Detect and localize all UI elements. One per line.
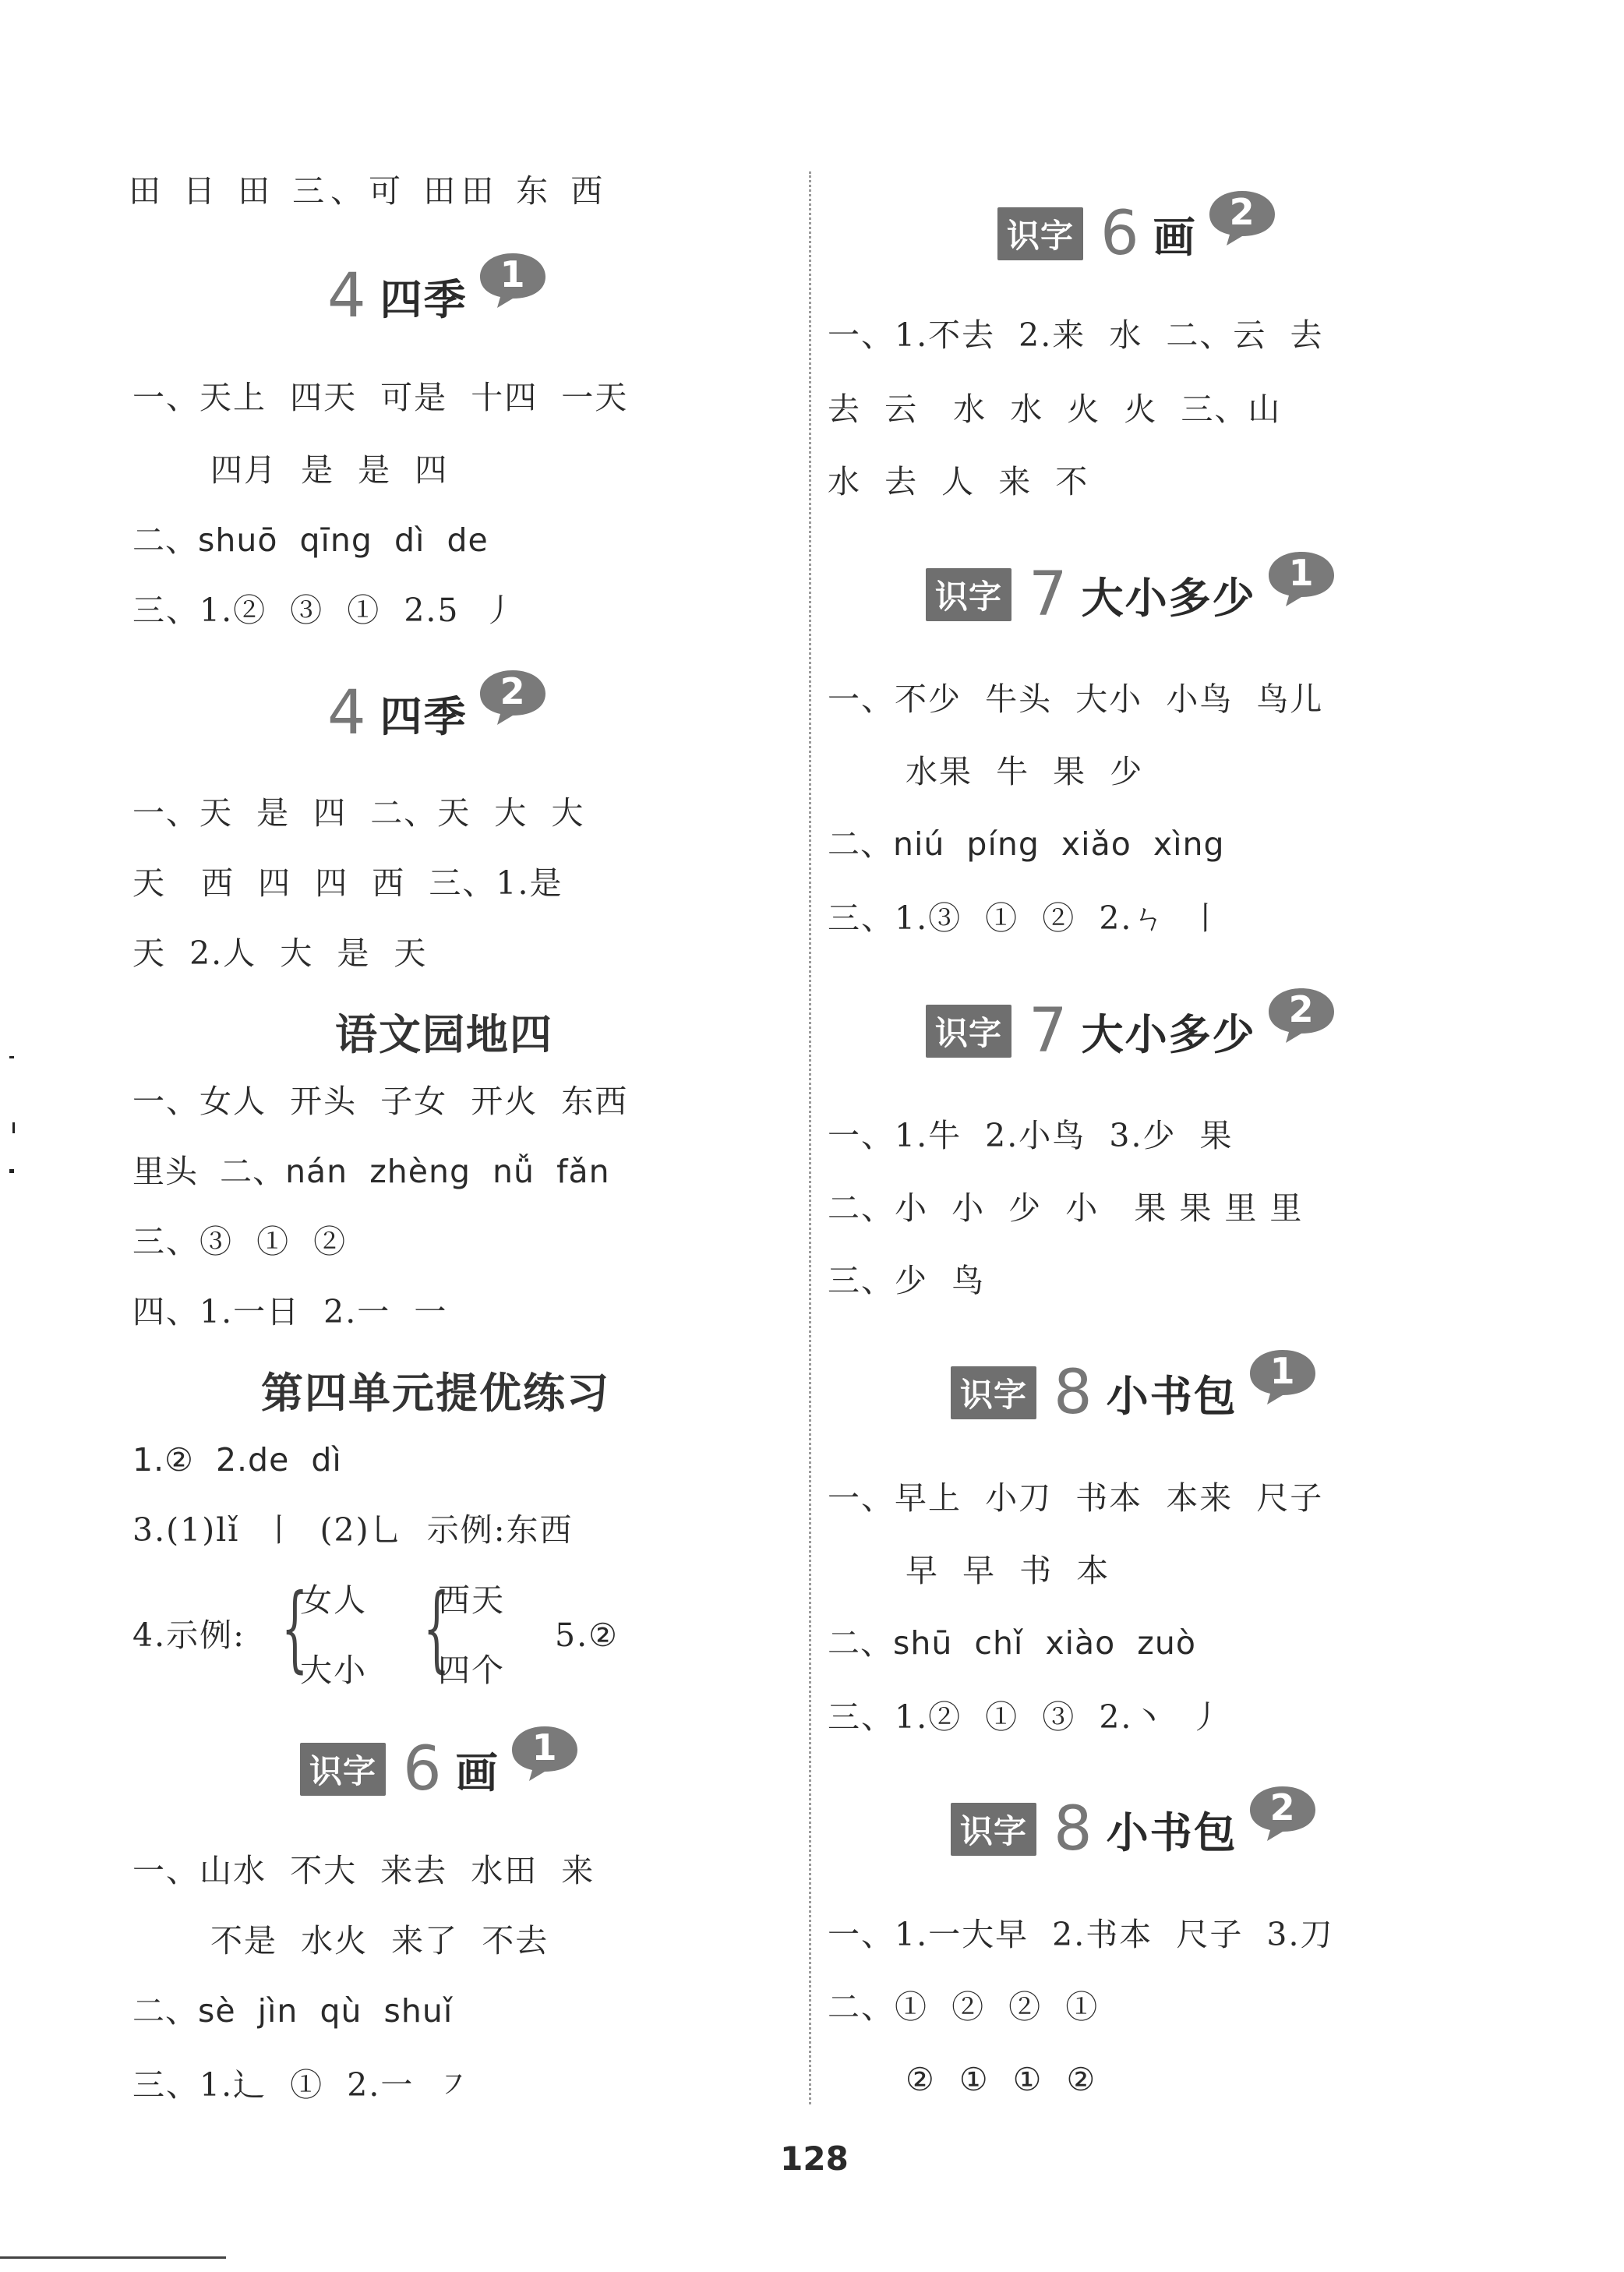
lesson-heading (926, 988, 1337, 1066)
lesson-name: 大小多少 (1081, 573, 1256, 623)
lesson-number: 8 (1054, 1794, 1093, 1864)
answer-line: 天 西 四 四 西 三、1.是 (132, 864, 563, 902)
shizi-tag: 识字 (951, 1803, 1036, 1856)
lesson-number: 7 (1029, 996, 1068, 1066)
answer-line: 天 2.人 大 是 天 (132, 935, 428, 972)
lesson-name: 四季 (380, 691, 468, 741)
answer-line: 一、女人 开头 子女 开火 东西 (132, 1083, 629, 1120)
brace-icon: { (422, 1574, 450, 1683)
answer-line: 5.② (555, 1617, 619, 1654)
answer-line: 3.(1)lǐ 丨 (2)乚 示例:东西 (132, 1511, 574, 1549)
answer-line: 1.② 2.de dì (132, 1441, 342, 1479)
answer-line: 水 去 人 来 不 (828, 463, 1089, 500)
part-badge: 1 (1266, 549, 1337, 608)
answer-line: 三、1.② ① ③ 2.丶 丿 (828, 1698, 1223, 1736)
shizi-tag: 识字 (951, 1366, 1036, 1419)
answer-line: 二、小 小 少 小 果 果 里 里 (828, 1189, 1304, 1227)
part-badge: 2 (1247, 1783, 1319, 1843)
answer-line: 一、天上 四天 可是 十四 一天 (132, 379, 629, 416)
shizi-tag: 识字 (997, 207, 1083, 260)
lesson-heading (951, 1786, 1319, 1864)
lesson-name: 画 (455, 1747, 500, 1797)
lesson-heading (997, 191, 1278, 269)
page-number: 128 (780, 2139, 849, 2178)
answer-line: 二、shuō qīng dì de (132, 521, 489, 559)
lesson-number: 7 (1029, 560, 1068, 630)
answer-line: 田 日 田 三、可 田田 东 西 (129, 172, 609, 210)
lesson-heading (327, 253, 549, 331)
answer-word: 四个 (438, 1652, 505, 1689)
answer-line: 四月 是 是 四 (210, 451, 449, 489)
answer-line: 一、天 是 四 二、天 大 大 (132, 794, 585, 832)
answer-line: ② ① ① ② (906, 2061, 1097, 2098)
lesson-number: 6 (1100, 199, 1139, 269)
lesson-name: 画 (1153, 212, 1197, 262)
answer-word: 西天 (438, 1581, 505, 1619)
answer-line: 一、1.一大早 2.书本 尺子 3.刀 (828, 1916, 1334, 1953)
answer-line: 四、1.一日 2.一 一 (132, 1293, 448, 1330)
answer-line: 一、1.牛 2.小鸟 3.少 果 (828, 1117, 1234, 1154)
answer-line: 早 早 书 本 (906, 1552, 1110, 1589)
lesson-name: 四季 (380, 274, 468, 324)
answer-line: 4.示例: (132, 1617, 245, 1654)
lesson-heading (951, 1350, 1319, 1428)
lesson-heading (327, 670, 549, 748)
lesson-name: 大小多少 (1081, 1009, 1256, 1059)
margin-mark (9, 1169, 14, 1173)
lesson-number: 8 (1054, 1358, 1093, 1428)
answer-line: 水果 牛 果 少 (906, 753, 1144, 790)
answer-line: 三、少 鸟 (828, 1262, 986, 1299)
answer-line: 一、早上 小刀 书本 本来 尺子 (828, 1479, 1324, 1517)
brace-icon: { (281, 1574, 309, 1683)
lesson-number: 4 (327, 678, 366, 748)
answer-word: 大小 (300, 1652, 367, 1689)
margin-mark (9, 1056, 14, 1058)
part-badge: 1 (1247, 1347, 1319, 1406)
part-badge: 1 (509, 1723, 581, 1783)
answer-line: 一、1.不去 2.来 水 二、云 去 (828, 316, 1324, 354)
part-badge: 2 (1266, 985, 1337, 1044)
answer-line: 三、1.② ③ ① 2.5 丿 (132, 592, 517, 629)
answer-line: 三、1.③ ① ② 2.ㄣ 丨 (828, 899, 1223, 937)
answer-line: 三、1.辶 ① 2.一 ㇇ (132, 2066, 471, 2104)
bottom-rule (0, 2256, 226, 2259)
section-title: 语文园地四 (335, 1010, 553, 1059)
lesson-heading (926, 552, 1337, 630)
answer-word: 女人 (300, 1581, 367, 1619)
lesson-name: 小书包 (1106, 1807, 1237, 1857)
shizi-tag: 识字 (926, 568, 1011, 621)
answer-line: 二、shū chǐ xiào zuò (828, 1624, 1196, 1662)
shizi-tag: 识字 (926, 1005, 1011, 1058)
part-badge: 2 (477, 667, 549, 726)
lesson-heading (300, 1726, 581, 1804)
answer-line: 不是 水火 来了 不去 (210, 1922, 549, 1959)
answer-line: 二、sè jìn qù shuǐ (132, 1992, 454, 2030)
lesson-number: 6 (403, 1734, 442, 1804)
margin-mark (12, 1122, 15, 1133)
answer-line: 里头 二、nán zhèng nǚ fǎn (132, 1153, 610, 1190)
section-title: 第四单元提优练习 (261, 1369, 610, 1418)
shizi-tag: 识字 (300, 1743, 386, 1796)
column-divider (809, 171, 811, 2104)
part-badge: 1 (477, 250, 549, 309)
lesson-name: 小书包 (1106, 1371, 1237, 1421)
answer-line: 一、不少 牛头 大小 小鸟 鸟儿 (828, 680, 1324, 718)
answer-line: 二、① ② ② ① (828, 1988, 1100, 2026)
answer-line: 三、③ ① ② (132, 1223, 348, 1260)
answer-line: 二、niú píng xiǎo xìng (828, 825, 1225, 863)
answer-line: 一、山水 不大 来去 水田 来 (132, 1852, 595, 1889)
answer-line: 去 云 水 水 火 火 三、山 (828, 390, 1282, 428)
part-badge: 2 (1206, 188, 1278, 247)
lesson-number: 4 (327, 261, 366, 331)
